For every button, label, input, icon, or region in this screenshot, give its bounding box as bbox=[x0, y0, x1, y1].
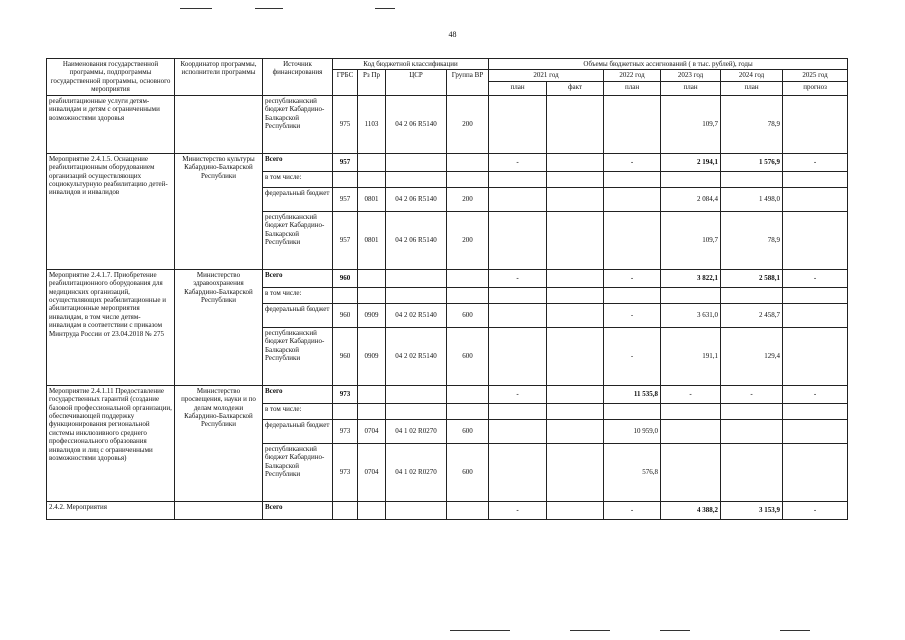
amount-plan-2022: 11 535,8 bbox=[604, 385, 661, 403]
rzpr-code bbox=[358, 403, 386, 419]
header-name: Наименования государственной программы, подпрограммы государственной программы, основного мероприятия bbox=[47, 59, 175, 96]
amount-plan-2022: 10 959,0 bbox=[604, 419, 661, 443]
activity-name: Мероприятие 2.4.1.7. Приобретение реабилитационного оборудования для медицинских организаций, осуществляющих реабилитационные и абилитационные мероприятия инвалидам, в том числе детям-инвалидам в соответствии с приказом Минтруда России от 23.04.2018 № 275 bbox=[47, 269, 175, 385]
page-number: 48 bbox=[448, 30, 457, 39]
csr-code bbox=[386, 171, 447, 187]
amount-plan-2023: 4 388,2 bbox=[661, 501, 721, 519]
grbs-code bbox=[333, 501, 358, 519]
amount-plan-2021 bbox=[489, 287, 547, 303]
grbs-code bbox=[333, 403, 358, 419]
scan-artifact-line bbox=[450, 630, 510, 631]
rzpr-code bbox=[358, 171, 386, 187]
funding-source: Всего bbox=[263, 501, 333, 519]
coordinator bbox=[175, 501, 263, 519]
funding-source: федеральный бюджет bbox=[263, 419, 333, 443]
grbs-code: 973 bbox=[333, 385, 358, 403]
amount-forecast-2025 bbox=[783, 287, 848, 303]
vr-code: 200 bbox=[447, 211, 489, 269]
amount-plan-2024 bbox=[721, 419, 783, 443]
rzpr-code bbox=[358, 385, 386, 403]
funding-source: федеральный бюджет bbox=[263, 187, 333, 211]
csr-code: 04 2 06 R5140 bbox=[386, 95, 447, 153]
amount-plan-2024: 1 498,0 bbox=[721, 187, 783, 211]
amount-plan-2021 bbox=[489, 327, 547, 385]
amount-plan-2024 bbox=[721, 403, 783, 419]
header-sub: план bbox=[489, 81, 547, 95]
grbs-code: 973 bbox=[333, 419, 358, 443]
table-row bbox=[47, 501, 848, 519]
rzpr-code: 0801 bbox=[358, 211, 386, 269]
funding-source: Всего bbox=[263, 385, 333, 403]
vr-code bbox=[447, 287, 489, 303]
amount-plan-2022 bbox=[604, 211, 661, 269]
csr-code bbox=[386, 287, 447, 303]
funding-source: республиканский бюджет Кабардино-Балкарской Республики bbox=[263, 327, 333, 385]
amount-fact-2021 bbox=[547, 403, 604, 419]
amount-plan-2024: 2 458,7 bbox=[721, 303, 783, 327]
amount-forecast-2025 bbox=[783, 187, 848, 211]
amount-plan-2021 bbox=[489, 187, 547, 211]
table-row bbox=[47, 153, 848, 171]
amount-plan-2022: - bbox=[604, 303, 661, 327]
funding-source: в том числе: bbox=[263, 403, 333, 419]
funding-source: республиканский бюджет Кабардино-Балкарской Республики bbox=[263, 443, 333, 501]
amount-fact-2021 bbox=[547, 419, 604, 443]
amount-plan-2024: 129,4 bbox=[721, 327, 783, 385]
table-row bbox=[47, 95, 848, 153]
amount-forecast-2025 bbox=[783, 403, 848, 419]
amount-plan-2022 bbox=[604, 171, 661, 187]
csr-code bbox=[386, 269, 447, 287]
funding-source: в том числе: bbox=[263, 287, 333, 303]
amount-plan-2021 bbox=[489, 303, 547, 327]
amount-forecast-2025 bbox=[783, 95, 848, 153]
header-vr: Группа ВР bbox=[447, 70, 489, 95]
funding-source: республиканский бюджет Кабардино-Балкарской Республики bbox=[263, 95, 333, 153]
vr-code: 600 bbox=[447, 327, 489, 385]
amount-plan-2021: - bbox=[489, 269, 547, 287]
activity-name: Мероприятие 2.4.1.5. Оснащение реабилитационным оборудованием организаций осуществляющих социокультурную реабилитацию детей-инвалидов и инвалидов bbox=[47, 153, 175, 269]
header-sub: план bbox=[604, 81, 661, 95]
header-code-group: Код бюджетной классификации bbox=[333, 59, 489, 70]
table-row bbox=[47, 269, 848, 287]
amount-plan-2021: - bbox=[489, 385, 547, 403]
rzpr-code: 0909 bbox=[358, 303, 386, 327]
csr-code bbox=[386, 403, 447, 419]
amount-forecast-2025: - bbox=[783, 385, 848, 403]
coordinator: Министерство здравоохранения Кабардино-Балкарской Республики bbox=[175, 269, 263, 385]
table-body bbox=[47, 95, 848, 519]
vr-code: 600 bbox=[447, 443, 489, 501]
amount-plan-2024 bbox=[721, 287, 783, 303]
amount-plan-2023 bbox=[661, 443, 721, 501]
amount-plan-2021 bbox=[489, 95, 547, 153]
scan-artifact-line bbox=[570, 630, 610, 631]
amount-plan-2021 bbox=[489, 171, 547, 187]
amount-forecast-2025: - bbox=[783, 501, 848, 519]
grbs-code bbox=[333, 287, 358, 303]
csr-code: 04 1 02 R0270 bbox=[386, 419, 447, 443]
header-year: 2021 год bbox=[489, 70, 604, 81]
amount-plan-2023: 3 822,1 bbox=[661, 269, 721, 287]
amount-fact-2021 bbox=[547, 211, 604, 269]
header-sub: план bbox=[661, 81, 721, 95]
amount-plan-2024: 78,9 bbox=[721, 95, 783, 153]
csr-code: 04 2 02 R5140 bbox=[386, 303, 447, 327]
header-year: 2023 год bbox=[661, 70, 721, 81]
vr-code bbox=[447, 269, 489, 287]
vr-code bbox=[447, 171, 489, 187]
amount-plan-2023 bbox=[661, 419, 721, 443]
amount-forecast-2025 bbox=[783, 171, 848, 187]
coordinator bbox=[175, 95, 263, 153]
grbs-code: 975 bbox=[333, 95, 358, 153]
header-sub: прогноз bbox=[783, 81, 848, 95]
coordinator: Министерство культуры Кабардино-Балкарской Республики bbox=[175, 153, 263, 269]
amount-plan-2024: 2 588,1 bbox=[721, 269, 783, 287]
amount-fact-2021 bbox=[547, 269, 604, 287]
grbs-code: 960 bbox=[333, 327, 358, 385]
amount-plan-2023: 109,7 bbox=[661, 211, 721, 269]
amount-fact-2021 bbox=[547, 153, 604, 171]
amount-plan-2023: 3 631,0 bbox=[661, 303, 721, 327]
amount-fact-2021 bbox=[547, 187, 604, 211]
csr-code bbox=[386, 501, 447, 519]
grbs-code: 960 bbox=[333, 303, 358, 327]
activity-name: Мероприятие 2.4.1.11 Предоставление государственных гарантий (создание базовой профессиональной организации, обеспечивающей поддержку функционирования региональной системы инклюзивного среднего профессионального образования инвалидов и лиц с ограниченными возможностями здоровья) bbox=[47, 385, 175, 501]
grbs-code: 957 bbox=[333, 211, 358, 269]
amount-plan-2023 bbox=[661, 287, 721, 303]
amount-plan-2021 bbox=[489, 211, 547, 269]
table-row bbox=[47, 385, 848, 403]
vr-code: 600 bbox=[447, 303, 489, 327]
header-year: 2025 год bbox=[783, 70, 848, 81]
scan-artifact-line bbox=[375, 8, 395, 9]
amount-plan-2022: 576,8 bbox=[604, 443, 661, 501]
coordinator: Министерство просвещения, науки и по делам молодежи Кабардино-Балкарской Республики bbox=[175, 385, 263, 501]
amount-plan-2023: 109,7 bbox=[661, 95, 721, 153]
rzpr-code bbox=[358, 501, 386, 519]
header-sub: факт bbox=[547, 81, 604, 95]
amount-forecast-2025: - bbox=[783, 153, 848, 171]
amount-plan-2022: - bbox=[604, 327, 661, 385]
rzpr-code bbox=[358, 287, 386, 303]
amount-fact-2021 bbox=[547, 501, 604, 519]
scan-artifact-line bbox=[180, 8, 212, 9]
header-year: 2022 год bbox=[604, 70, 661, 81]
amount-forecast-2025 bbox=[783, 211, 848, 269]
header-csr: ЦСР bbox=[386, 70, 447, 95]
csr-code bbox=[386, 153, 447, 171]
vr-code bbox=[447, 403, 489, 419]
funding-source: республиканский бюджет Кабардино-Балкарской Республики bbox=[263, 211, 333, 269]
amount-plan-2022 bbox=[604, 187, 661, 211]
amount-fact-2021 bbox=[547, 171, 604, 187]
amount-plan-2023 bbox=[661, 171, 721, 187]
csr-code: 04 2 06 R5140 bbox=[386, 187, 447, 211]
amount-fact-2021 bbox=[547, 327, 604, 385]
amount-forecast-2025 bbox=[783, 327, 848, 385]
amount-fact-2021 bbox=[547, 287, 604, 303]
amount-plan-2021 bbox=[489, 419, 547, 443]
amount-plan-2023: 191,1 bbox=[661, 327, 721, 385]
amount-plan-2024: 1 576,9 bbox=[721, 153, 783, 171]
amount-plan-2022 bbox=[604, 287, 661, 303]
vr-code bbox=[447, 385, 489, 403]
grbs-code: 973 bbox=[333, 443, 358, 501]
activity-name: реабилитационные услуги детям-инвалидам и детям с ограниченными возможностями здоровья bbox=[47, 95, 175, 153]
header-grbs: ГРБС bbox=[333, 70, 358, 95]
amount-plan-2023: 2 194,1 bbox=[661, 153, 721, 171]
scan-artifact-line bbox=[780, 630, 810, 631]
rzpr-code bbox=[358, 153, 386, 171]
vr-code: 200 bbox=[447, 187, 489, 211]
grbs-code: 957 bbox=[333, 187, 358, 211]
grbs-code: 960 bbox=[333, 269, 358, 287]
amount-plan-2023 bbox=[661, 403, 721, 419]
vr-code bbox=[447, 153, 489, 171]
amount-plan-2022 bbox=[604, 95, 661, 153]
amount-fact-2021 bbox=[547, 95, 604, 153]
amount-plan-2021 bbox=[489, 443, 547, 501]
csr-code: 04 2 02 R5140 bbox=[386, 327, 447, 385]
rzpr-code: 0704 bbox=[358, 419, 386, 443]
amount-plan-2021: - bbox=[489, 153, 547, 171]
amount-forecast-2025 bbox=[783, 443, 848, 501]
vr-code: 600 bbox=[447, 419, 489, 443]
amount-plan-2021: - bbox=[489, 501, 547, 519]
amount-plan-2023: - bbox=[661, 385, 721, 403]
rzpr-code bbox=[358, 269, 386, 287]
amount-forecast-2025: - bbox=[783, 269, 848, 287]
amount-plan-2024: 78,9 bbox=[721, 211, 783, 269]
amount-plan-2024: - bbox=[721, 385, 783, 403]
scan-artifact-line bbox=[255, 8, 283, 9]
header-year: 2024 год bbox=[721, 70, 783, 81]
amount-plan-2022: - bbox=[604, 269, 661, 287]
scan-artifact-line bbox=[660, 630, 690, 631]
amount-fact-2021 bbox=[547, 443, 604, 501]
header-source: Источник финансирования bbox=[263, 59, 333, 96]
csr-code: 04 1 02 R0270 bbox=[386, 443, 447, 501]
grbs-code bbox=[333, 171, 358, 187]
amount-plan-2024: 3 153,9 bbox=[721, 501, 783, 519]
funding-source: федеральный бюджет bbox=[263, 303, 333, 327]
csr-code bbox=[386, 385, 447, 403]
funding-source: Всего bbox=[263, 153, 333, 171]
amount-plan-2022: - bbox=[604, 153, 661, 171]
amount-plan-2022: - bbox=[604, 501, 661, 519]
amount-plan-2022 bbox=[604, 403, 661, 419]
amount-fact-2021 bbox=[547, 385, 604, 403]
rzpr-code: 0704 bbox=[358, 443, 386, 501]
amount-plan-2024 bbox=[721, 171, 783, 187]
activity-name: 2.4.2. Мероприятия bbox=[47, 501, 175, 519]
grbs-code: 957 bbox=[333, 153, 358, 171]
funding-source: Всего bbox=[263, 269, 333, 287]
header-rzpr: Рз Пр bbox=[358, 70, 386, 95]
amount-plan-2024 bbox=[721, 443, 783, 501]
amount-plan-2023: 2 084,4 bbox=[661, 187, 721, 211]
rzpr-code: 0909 bbox=[358, 327, 386, 385]
csr-code: 04 2 06 R5140 bbox=[386, 211, 447, 269]
header-sub: план bbox=[721, 81, 783, 95]
amount-forecast-2025 bbox=[783, 419, 848, 443]
amount-fact-2021 bbox=[547, 303, 604, 327]
vr-code: 200 bbox=[447, 95, 489, 153]
header-volumes: Объемы бюджетных ассигнований ( в тыс. рублей), годы bbox=[489, 59, 848, 70]
vr-code bbox=[447, 501, 489, 519]
funding-source: в том числе: bbox=[263, 171, 333, 187]
rzpr-code: 1103 bbox=[358, 95, 386, 153]
amount-forecast-2025 bbox=[783, 303, 848, 327]
budget-allocation-table bbox=[46, 58, 848, 520]
rzpr-code: 0801 bbox=[358, 187, 386, 211]
header-coordinator: Координатор программы, исполнители программы bbox=[175, 59, 263, 96]
amount-plan-2021 bbox=[489, 403, 547, 419]
